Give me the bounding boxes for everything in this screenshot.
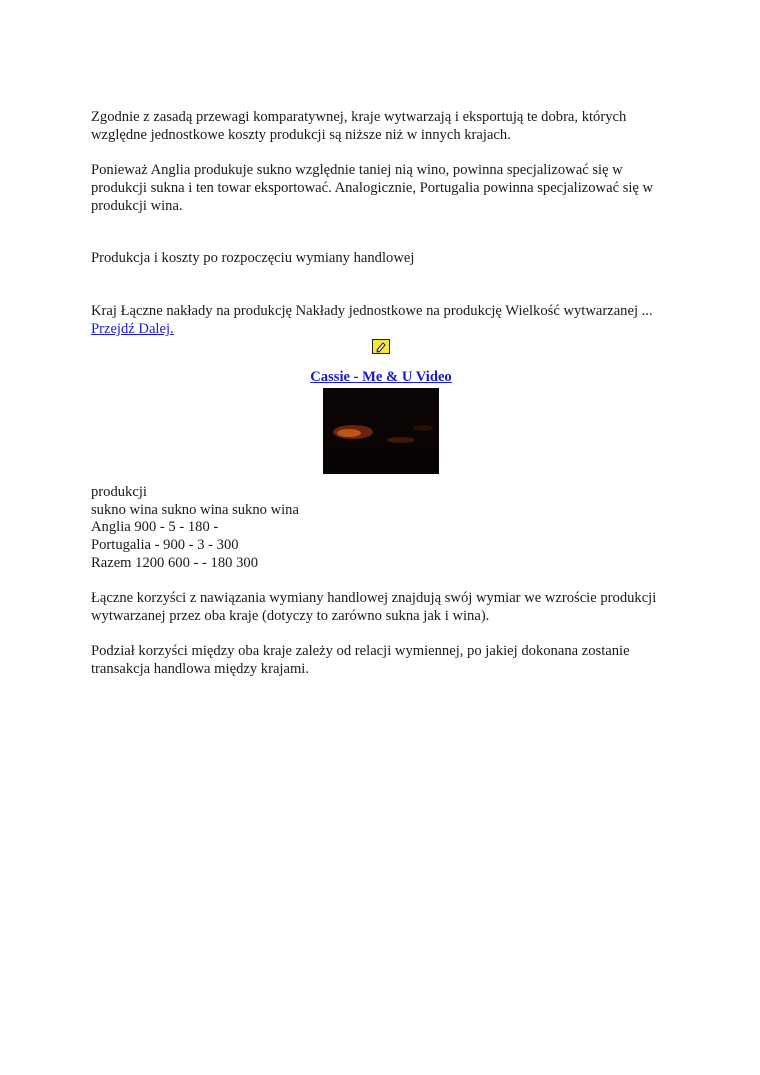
table-line: Anglia 900 - 5 - 180 - — [91, 519, 219, 536]
video-title-link[interactable]: Cassie - Me & U Video — [310, 369, 452, 386]
document-body — [91, 109, 681, 679]
continue-link[interactable]: Przejdź Dalej. — [91, 320, 174, 337]
paragraph-england-portugal: Ponieważ Anglia produkuje sukno względnie taniej nią wino, powinna specjalizować się w produkcji sukna i ten towar eksportować. Analogicznie, Portugalia powinna specjalizować się w produkcji wina. — [91, 162, 654, 214]
table-line: sukno wina sukno wina sukno wina — [91, 501, 299, 518]
table-line: Razem 1200 600 - - 180 300 — [91, 554, 258, 571]
paragraph-table-intro — [91, 303, 681, 338]
pencil-icon[interactable] — [372, 339, 390, 354]
icon-row — [91, 339, 671, 357]
paragraph-comparative-advantage: Zgodnie z zasadą przewagi komparatywnej, kraje wytwarzają i eksportują te dobra, których względne jednostkowe koszty produkcji są niższe niż w innych krajach. — [91, 109, 627, 143]
paragraph-benefit-division: Podział korzyści między oba kraje zależy od relacji wymiennej, po jakiej dokonana zostanie transakcja handlowa między krajami. — [91, 643, 630, 678]
table-line: Portugalia - 900 - 3 - 300 — [91, 537, 239, 554]
paragraph-total-benefits: Łączne korzyści z nawiązania wymiany handlowej znajdują swój wymiar we wzroście produkcji wytwarzanej przez oba kraje (dotyczy to zarówno sukna jak i wina). — [91, 590, 657, 624]
section-heading: Produkcja i koszty po rozpoczęciu wymiany handlowej — [91, 250, 415, 267]
video-thumbnail[interactable] — [323, 388, 439, 474]
production-table-lines — [91, 484, 681, 573]
table-intro-text: Kraj Łączne nakłady na produkcję Nakłady jednostkowe na produkcję Wielkość wytwarzanej ... — [91, 302, 653, 319]
video-block — [91, 369, 671, 474]
table-line: produkcji — [91, 484, 147, 501]
